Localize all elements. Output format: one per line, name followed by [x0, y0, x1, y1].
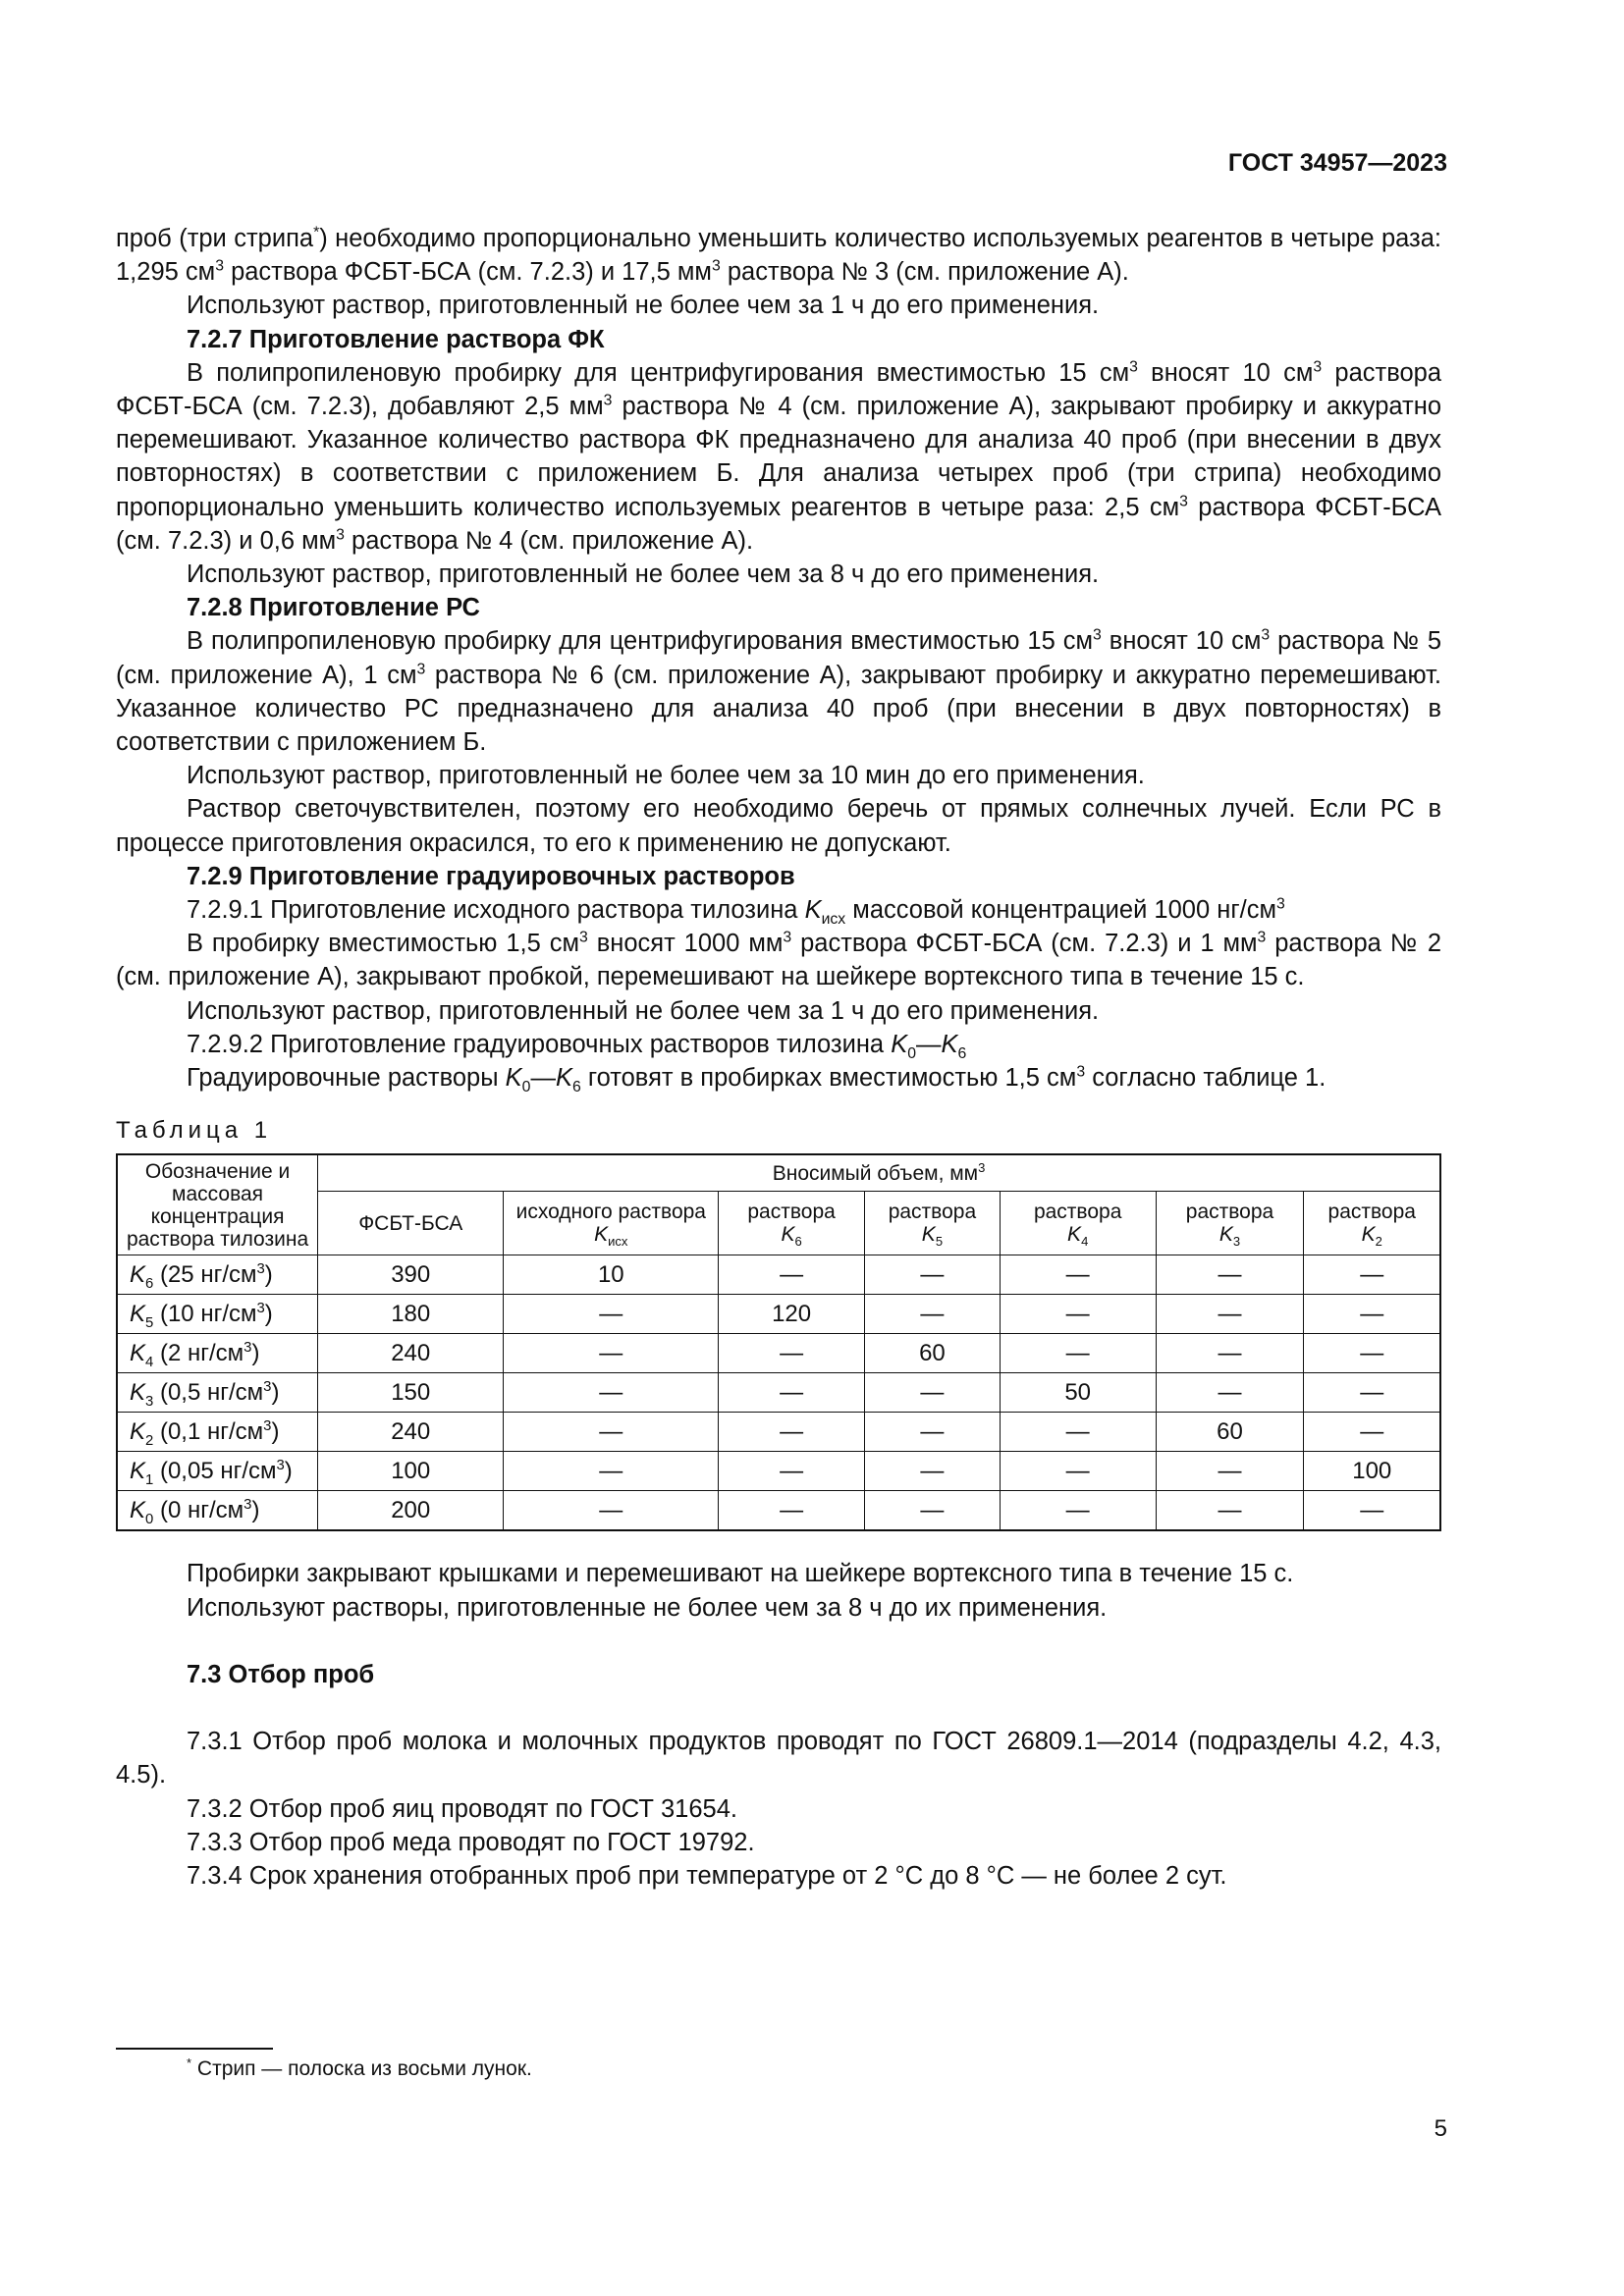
paragraph: В полипропиленовую пробирку для центрифугирования вместимостью 15 $см^3$ вносят 10 $см^3$ раствора № 5 (см. приложение А), 1 $см^3$ раствора № 6 (см. приложение А), закрывают пробирку и аккуратно перемешивают. Указанное количество РС предназначено для анализа 40 проб (при внесении в двух повторностях) в соответствии с приложением Б.	[116, 626, 1442, 757]
table-cell: —	[1156, 1255, 1304, 1295]
paragraph: 7.2.9.1 Приготовление исходного раствора тилозина $K_{исх}$ массовой концентрацией 1000 $нг/см^3$	[187, 895, 1285, 929]
paragraph: Используют раствор, приготовленный не более чем за 1 ч до его применения.	[187, 292, 1100, 320]
table-cell: —	[865, 1255, 1001, 1295]
table-cell: —	[504, 1334, 719, 1373]
table-cell: —	[865, 1413, 1001, 1452]
table-cell: —	[1156, 1491, 1304, 1531]
paragraph: В полипропиленовую пробирку для центрифугирования вместимостью 15 $см^3$ вносят 10 $см^3$ раствора ФСБТ-БСА (см. 7.2.3), добавляют 2,5 $мм^3$ раствора № 4 (см. приложение А), закрывают пробирку и аккуратно перемешивают. Указанное количество раствора ФК предназначено для анализа 40 проб (при внесении в двух повторностях) в соответствии с приложением Б. Для анализа четырех проб (три стрипа) необходимо пропорционально уменьшить количество используемых реагентов в четыре раза: 2,5 $см^3$ раствора ФСБТ-БСА (см. 7.2.3) и 0,6 $мм^3$ раствора № 4 (см. приложение А).	[116, 358, 1442, 555]
table-cell: 200	[318, 1491, 504, 1531]
page-number: 5	[1434, 2115, 1447, 2142]
table-row	[117, 1255, 1440, 1295]
section-heading-7-3: 7.3 Отбор проб	[187, 1660, 375, 1688]
table-cell: 100	[1304, 1452, 1440, 1491]
column-header-source: исходного раствора $K_{исх}$	[504, 1192, 719, 1255]
table-cell: —	[1000, 1334, 1156, 1373]
table-row	[117, 1334, 1440, 1373]
footnote-divider	[116, 2048, 273, 2050]
table-cell: —	[504, 1491, 719, 1531]
table-cell: —	[865, 1491, 1001, 1531]
table-cell: 120	[719, 1295, 865, 1334]
paragraph: Раствор светочувствителен, поэтому его необходимо беречь от прямых солнечных лучей. Если РС в процессе приготовления окрасился, то его к применению не допускают.	[116, 795, 1441, 857]
section-heading-7-2-8: 7.2.8 Приготовление РС	[187, 594, 480, 622]
table-cell: —	[1000, 1452, 1156, 1491]
table-cell: —	[504, 1452, 719, 1491]
table-cell: —	[1304, 1295, 1440, 1334]
paragraph: 7.3.1 Отбор проб молока и молочных продуктов проводят по ГОСТ 26809.1—2014 (подразделы 4.2, 4.3, 4.5).	[116, 1728, 1441, 1789]
table-row	[117, 1413, 1440, 1452]
table-row	[117, 1295, 1440, 1334]
table-cell: 240	[318, 1413, 504, 1452]
table-caption: Таблица 1	[116, 1117, 273, 1145]
table-cell: —	[1156, 1295, 1304, 1334]
table-cell: —	[1000, 1255, 1156, 1295]
table-cell: —	[1156, 1373, 1304, 1413]
paragraph: Используют раствор, приготовленный не более чем за 1 ч до его применения.	[187, 996, 1100, 1025]
column-header-k5: раствора $K_5$	[865, 1192, 1001, 1255]
table-cell: —	[719, 1491, 865, 1531]
table-cell: —	[1156, 1334, 1304, 1373]
table-cell: —	[865, 1373, 1001, 1413]
paragraph: 7.3.4 Срок хранения отобранных проб при температуре от 2 °C до 8 °C — не более 2 сут.	[187, 1861, 1227, 1890]
column-header-designation: Обозначение и массовая концентрация раствора тилозина	[117, 1154, 318, 1255]
table-cell: —	[719, 1413, 865, 1452]
table-row	[117, 1373, 1440, 1413]
table-cell: 10	[504, 1255, 719, 1295]
table-cell: —	[1304, 1255, 1440, 1295]
table-cell: —	[865, 1452, 1001, 1491]
table-cell: —	[504, 1413, 719, 1452]
column-header-volume: Вносимый объем, $мм^3$	[318, 1154, 1440, 1192]
row-label: $K_6$ (25 $нг/см^3$)	[117, 1255, 318, 1295]
table-cell: —	[1000, 1295, 1156, 1334]
column-header-k6: раствора $K_6$	[719, 1192, 865, 1255]
table-cell: 150	[318, 1373, 504, 1413]
table-cell: 60	[1156, 1413, 1304, 1452]
row-label: $K_2$ (0,1 $нг/см^3$)	[117, 1413, 318, 1452]
row-label: $K_4$ (2 $нг/см^3$)	[117, 1334, 318, 1373]
document-body	[116, 222, 1441, 1893]
row-label: $K_5$ (10 $нг/см^3$)	[117, 1295, 318, 1334]
column-header-k2: раствора $K_2$	[1304, 1192, 1440, 1255]
row-label: $K_1$ (0,05 $нг/см^3$)	[117, 1452, 318, 1491]
table-cell: —	[1304, 1413, 1440, 1452]
table-cell: 100	[318, 1452, 504, 1491]
paragraph: 7.2.9.2 Приготовление градуировочных растворов тилозина $K_0—K_6$	[187, 1030, 967, 1062]
paragraph: 7.3.3 Отбор проб меда проводят по ГОСТ 19792.	[187, 1828, 755, 1856]
footnote: * Стрип — полоска из восьми лунок.	[187, 2056, 532, 2080]
table-cell: —	[865, 1295, 1001, 1334]
section-heading-7-2-9: 7.2.9 Приготовление градуировочных растворов	[187, 862, 795, 890]
paragraph: Пробирки закрывают крышками и перемешивают на шейкере вортексного типа в течение 15 с.	[187, 1560, 1294, 1588]
table-cell: —	[1304, 1373, 1440, 1413]
document-code: ГОСТ 34957—2023	[1227, 149, 1447, 177]
section-heading-7-2-7: 7.2.7 Приготовление раствора ФК	[187, 325, 605, 353]
table-cell: —	[1000, 1491, 1156, 1531]
table-cell: —	[504, 1295, 719, 1334]
table-cell: 390	[318, 1255, 504, 1295]
calibration-table	[116, 1153, 1441, 1531]
table-cell: 180	[318, 1295, 504, 1334]
paragraph: Используют раствор, приготовленный не более чем за 10 мин до его применения.	[187, 762, 1145, 790]
column-header-k4: раствора $K_4$	[1000, 1192, 1156, 1255]
paragraph: Используют раствор, приготовленный не более чем за 8 ч до его применения.	[187, 561, 1100, 589]
table-cell: —	[719, 1452, 865, 1491]
paragraph: 7.3.2 Отбор проб яиц проводят по ГОСТ 31654.	[187, 1794, 737, 1823]
table-cell: 50	[1000, 1373, 1156, 1413]
row-label: $K_3$ (0,5 $нг/см^3$)	[117, 1373, 318, 1413]
table-cell: —	[1156, 1452, 1304, 1491]
column-header-fsbt: ФСБТ-БСА	[318, 1192, 504, 1255]
paragraph: В пробирку вместимостью 1,5 $см^3$ вносят 1000 $мм^3$ раствора ФСБТ-БСА (см. 7.2.3) и 1 $мм^3$ раствора № 2 (см. приложение А), закрывают пробкой, перемешивают на шейкере вортексного типа в течение 15 с.	[116, 929, 1442, 991]
table-cell: —	[504, 1373, 719, 1413]
table-cell: 60	[865, 1334, 1001, 1373]
row-label: $K_0$ (0 $нг/см^3$)	[117, 1491, 318, 1531]
table-cell: —	[1304, 1334, 1440, 1373]
table-cell: —	[719, 1255, 865, 1295]
column-header-k3: раствора $K_3$	[1156, 1192, 1304, 1255]
table-cell: —	[719, 1373, 865, 1413]
paragraph: Используют растворы, приготовленные не более чем за 8 ч до их применения.	[187, 1593, 1108, 1622]
table-row	[117, 1491, 1440, 1531]
paragraph: проб (три стрипа*) необходимо пропорционально уменьшить количество используемых реагентов в четыре раза: 1,295 $см^3$ раствора ФСБТ-БСА (см. 7.2.3) и 17,5 $мм^3$ раствора № 3 (см. приложение А).	[116, 224, 1441, 287]
table-cell: —	[1304, 1491, 1440, 1531]
paragraph: Градуировочные растворы $K_0—K_6$ готовят в пробирках вместимостью 1,5 $см^3$ согласно таблице 1.	[187, 1063, 1326, 1096]
table-cell: —	[719, 1334, 865, 1373]
table-cell: 240	[318, 1334, 504, 1373]
table-row	[117, 1452, 1440, 1491]
table-cell: —	[1000, 1413, 1156, 1452]
